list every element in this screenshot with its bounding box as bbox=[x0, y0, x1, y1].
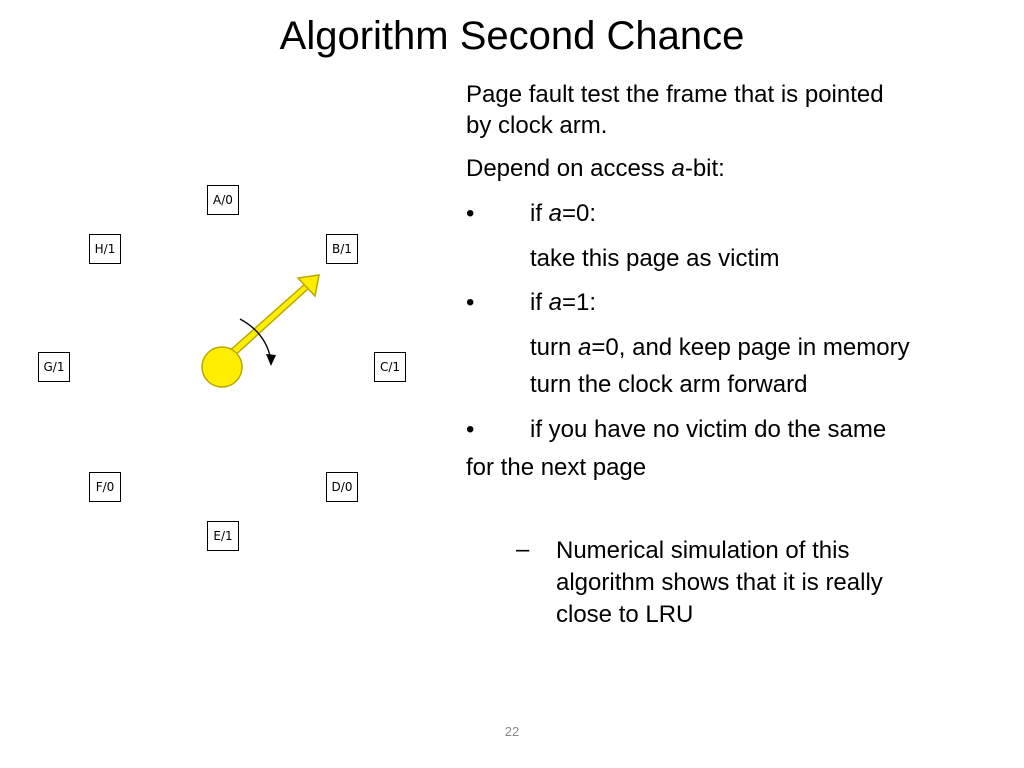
frame-d: D/0 bbox=[326, 472, 358, 502]
bullet-if-a-0 bbox=[530, 199, 596, 229]
turn-a-zero-post: =0, and keep page in memory bbox=[591, 334, 910, 361]
bullet-marker-1: • bbox=[466, 200, 475, 227]
turn-a-zero-pre: turn bbox=[530, 334, 579, 361]
frame-e: E/1 bbox=[207, 521, 239, 551]
clock-arm-svg bbox=[0, 0, 460, 768]
paragraph-page-fault: Page fault test the frame that is pointed bbox=[466, 81, 884, 108]
bullet-marker-3: • bbox=[466, 416, 475, 443]
bullet-if-a-1-post: =1: bbox=[562, 289, 597, 316]
clock-arm-icon bbox=[202, 275, 319, 387]
turn-a-zero-var: a bbox=[578, 334, 592, 361]
access-bit-var: a bbox=[671, 155, 685, 182]
paragraph-access-bit bbox=[466, 154, 725, 184]
turn-clock-arm: turn the clock arm forward bbox=[530, 371, 808, 398]
frame-c: C/1 bbox=[374, 352, 406, 382]
bullet-no-victim-cont: for the next page bbox=[466, 454, 647, 481]
bullet-if-a-0-post: =0: bbox=[562, 200, 597, 227]
bullet-marker-2: • bbox=[466, 289, 475, 316]
access-bit-pre: Depend on access bbox=[466, 155, 672, 182]
bullet-if-a-1-var: a bbox=[548, 289, 563, 316]
simulation-note-line-3: close to LRU bbox=[556, 601, 694, 628]
bullet-if-a-0-pre: if bbox=[530, 200, 549, 227]
dash-marker: – bbox=[516, 536, 530, 563]
slide-title: Algorithm Second Chance bbox=[279, 14, 745, 58]
bullet-if-a-0-var: a bbox=[548, 200, 563, 227]
clock-diagram bbox=[0, 0, 460, 768]
take-page-victim: take this page as victim bbox=[530, 245, 780, 272]
page-number: 22 bbox=[504, 724, 520, 739]
frame-b: B/1 bbox=[326, 234, 358, 264]
access-bit-post: -bit: bbox=[684, 155, 725, 182]
frame-f: F/0 bbox=[89, 472, 121, 502]
bullet-if-a-1 bbox=[530, 288, 596, 318]
simulation-note-line-2: algorithm shows that it is really bbox=[556, 569, 883, 596]
frame-g: G/1 bbox=[38, 352, 70, 382]
frame-a: A/0 bbox=[207, 185, 239, 215]
turn-a-zero bbox=[530, 333, 910, 363]
bullet-no-victim: if you have no victim do the same bbox=[530, 416, 887, 443]
simulation-note-line-1: Numerical simulation of this bbox=[556, 537, 850, 564]
frame-h: H/1 bbox=[89, 234, 121, 264]
bullet-if-a-1-pre: if bbox=[530, 289, 549, 316]
paragraph-page-fault-cont: by clock arm. bbox=[466, 112, 608, 139]
